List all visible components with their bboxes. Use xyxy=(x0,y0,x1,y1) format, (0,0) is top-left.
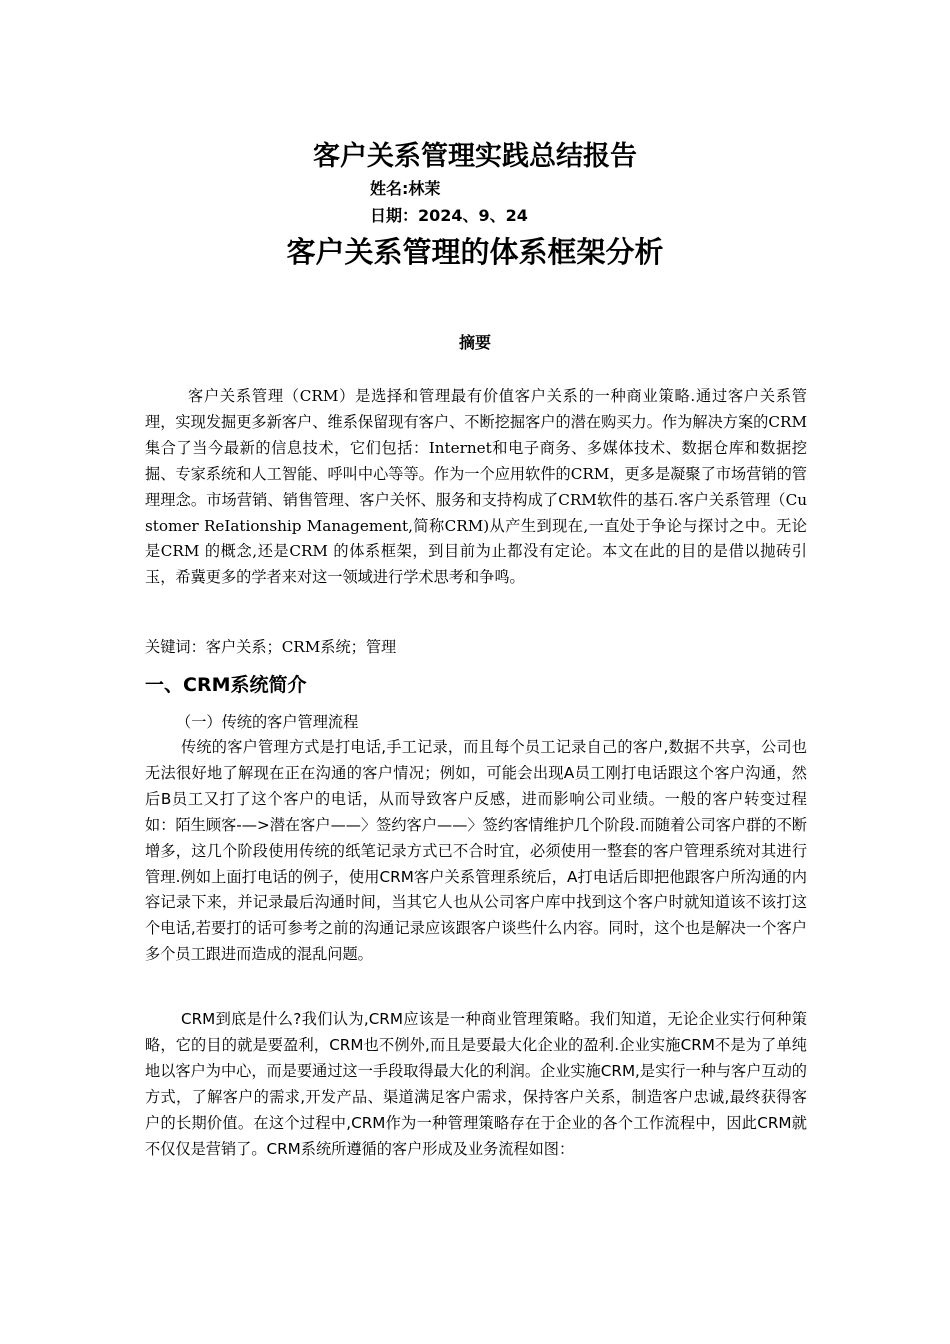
paragraph-block xyxy=(145,735,807,968)
abstract-block xyxy=(145,384,807,591)
section-heading: 一、CRM系统简介 xyxy=(145,674,307,696)
paragraph-block xyxy=(145,1007,807,1162)
author-line: 姓名:林茉 xyxy=(370,179,441,198)
document-title: 客户关系管理实践总结报告 xyxy=(313,141,637,172)
abstract-text: 客户关系管理（CRM）是选择和管理最有价值客户关系的一种商业策略.通过客户关系管理，实现发掘更多新客户、维系保留现有客户、不断挖掘客户的潜在购买力。作为解决方案的CRM集合了当今最新的信息技术，它们包括：Internet和电子商务、多媒体技术、数据仓库和数据挖掘、专家系统和人工智能、呼叫中心等等。作为一个应用软件的CRM，更多是凝聚了市场营销的管理理念。市场营销、销售管理、客户关怀、服务和支持构成了CRM软件的基石.客户关系管理（Customer ReIationship Management,简称CRM)从产生到现在,一直处于争论与探讨之中。无论是CRM 的概念,还是CRM 的体系框架，到目前为止都没有定论。本文在此的目的是借以抛砖引玉，希冀更多的学者来对这一领域进行学术思考和争鸣。 xyxy=(145,387,807,587)
sub-heading: （一）传统的客户管理流程 xyxy=(176,713,359,731)
keywords-line: 关键词：客户关系；CRM系统；管理 xyxy=(145,638,397,656)
paragraph-2: CRM到底是什么?我们认为,CRM应该是一种商业管理策略。我们知道，无论企业实行何种策略，它的目的就是要盈利，CRM也不例外,而且是要最大化企业的盈利.企业实施CRM不是为了单纯地以客户为中心，而是要通过这一手段取得最大化的利润。企业实施CRM,是实行一种与客户互动的方式，了解客户的需求,开发产品、渠道满足客户需求，保持客户关系，制造客户忠诚,最终获得客户的长期价值。在这个过程中,CRM作为一种管理策略存在于企业的各个工作流程中，因此CRM就不仅仅是营销了。CRM系统所遵循的客户形成及业务流程如图： xyxy=(145,1010,807,1158)
paragraph-1: 传统的客户管理方式是打电话,手工记录，而且每个员工记录自己的客户,数据不共享，公司也无法很好地了解现在正在沟通的客户情况；例如，可能会出现A员工刚打电话跟这个客户沟通，然后B员工又打了这个客户的电话，从而导致客户反感，进而影响公司业绩。一般的客户转变过程如：陌生顾客-—>潜在客户——〉签约客户——〉签约客情维护几个阶段.而随着公司客户群的不断增多，这几个阶段使用传统的纸笔记录方式已不合时宜，必须使用一整套的客户管理系统对其进行管理.例如上面打电话的例子，使用CRM客户关系管理系统后，A打电话后即把他跟客户所沟通的内容记录下来，并记录最后沟通时间，当其它人也从公司客户库中找到这个客户时就知道该不该打这个电话,若要打的话可参考之前的沟通记录应该跟客户谈些什么内容。同时，这个也是解决一个客户多个员工跟进而造成的混乱问题。 xyxy=(145,738,807,964)
document-subtitle: 客户关系管理的体系框架分析 xyxy=(286,235,664,269)
date-line: 日期：2024、9、24 xyxy=(370,206,528,225)
abstract-heading: 摘要 xyxy=(458,333,491,352)
